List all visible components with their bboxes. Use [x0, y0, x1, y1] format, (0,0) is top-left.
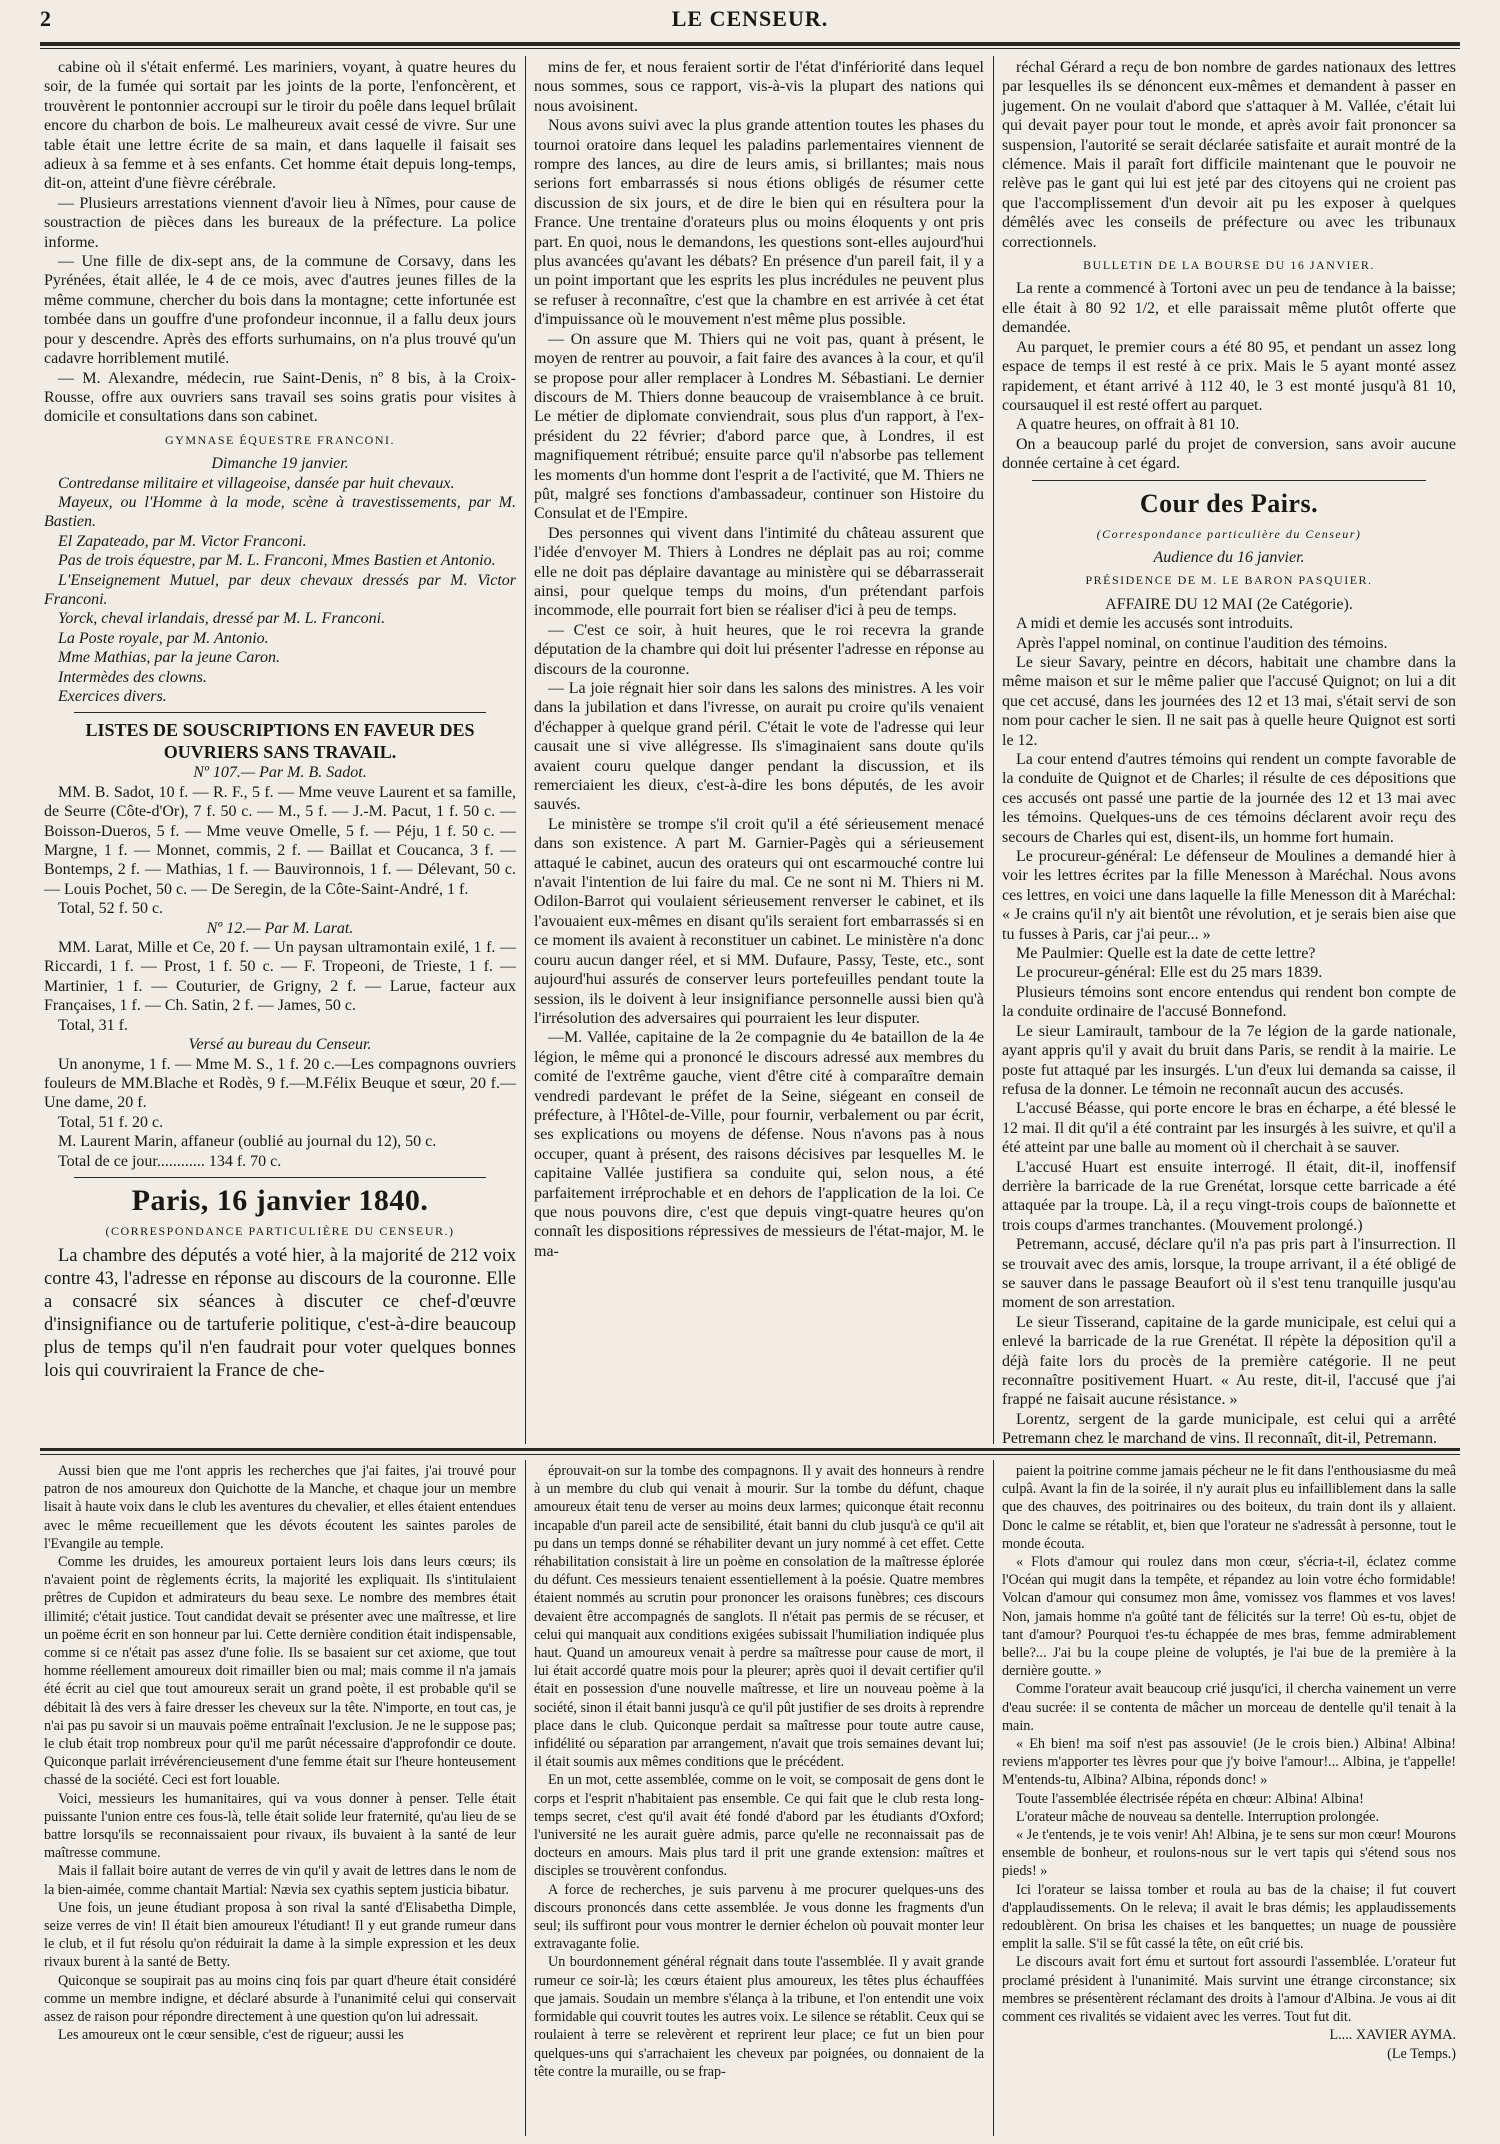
page-number: 2 — [40, 6, 51, 31]
masthead — [40, 6, 1460, 40]
day-total: Total de ce jour............ 134 f. 70 c. — [58, 1152, 282, 1170]
bourse-paragraph: La rente a commencé à Tortoni avec un peu de tendance à la baisse; elle était à 80 92 1/2, et elle paraissait même plutôt offerte que demandée. — [1002, 280, 1456, 337]
header-rule — [40, 42, 1460, 46]
subscriptions-title: LISTES DE SOUSCRIPTIONS EN FAVEUR DES OUVRIERS SANS TRAVAIL. — [85, 720, 475, 763]
feuilleton-paragraph: Aussi bien que me l'ont appris les recherches que j'ai faites, j'ai trouvé pour patron de nos amoureux don Quichotte de la Manche, et chaque jour un membre lisait à haute voix dans le club les aventures du chevalier, et elles étaient entendues avec le même recueillement que les dévots écoutent les saintes paroles de l'Evangile au temple. — [44, 1463, 516, 1552]
bourse-paragraph: On a beaucoup parlé du projet de conversion, sans avoir aucune donnée certaine à cet égard. — [1002, 435, 1456, 473]
news-paragraph: — Une fille de dix-sept ans, de la commune de Corsavy, dans les Pyrénées, était allée, le 4 de ce mois, avec d'autres jeunes filles de la même commune, chercher du bois dans la montagne; cette infortunée est tombée dans un gouffre d'une profondeur inconnue, il a fallu deux jours pour y descendre. Après des efforts surhumains, on n'a plus trouvé qu'un cadavre horriblement mutilé. — [44, 253, 516, 368]
trial-paragraph: Lorentz, sergent de la garde municipale, est celui qui a arrêté Petremann chez le marchand de vins. Il reconnaît, dit-il, Petremann. — [1002, 1410, 1456, 1448]
program-item: Exercices divers. — [58, 688, 167, 705]
news-paragraph: — Plusieurs arrestations viennent d'avoir lieu à Nîmes, pour cause de soustraction de pièces dans les bureaux de la préfecture. La police informe. — [44, 194, 516, 251]
feuilleton-paragraph: Quiconque se soupirait pas au moins cinq fois par quart d'heure était considéré comme un membre indigne, et déclaré absurde à l'unanimité celui qui conservait assez de raison pour répondre directement à une question qu'on lui adressait. — [44, 1972, 516, 2026]
list-total: Total, 31 f. — [58, 1016, 128, 1034]
program-item: Pas de trois équestre, par M. L. Franconi, Mmes Bastien et Antonio. — [58, 552, 496, 570]
trial-paragraph: Petremann, accusé, déclare qu'il n'a pas pris part à l'insurrection. Il se trouvait avec des amis, lorsque, la troupe arrivant, il a été obligé de se sauver dans le passage Beaufort où il s'est tenu tranquille jusqu'au moment de son arrestation. — [1002, 1236, 1456, 1312]
column-3 — [1002, 58, 1456, 1448]
trial-paragraph: Le procureur-général: Elle est du 25 mars 1839. — [1016, 964, 1323, 982]
trial-paragraph: Plusieurs témoins sont encore entendus qui rendent bon compte de la conduite ordinaire de l'accusé Bonnefond. — [1002, 983, 1456, 1021]
news-paragraph: — M. Alexandre, médecin, rue Saint-Denis, nº 8 bis, à la Croix-Rousse, offre aux ouvriers sans travail ses soins gratis pour visites à domicile et consultations dans son cabinet. — [44, 369, 516, 426]
program-item: Intermèdes des clowns. — [58, 668, 207, 686]
paris-dateline-title: Paris, 16 janvier 1840. — [131, 1183, 429, 1217]
program-item: Contredanse militaire et villageoise, dansée par huit chevaux. — [58, 474, 455, 492]
presidence: PRÉSIDENCE DE M. LE BARON PASQUIER. — [1085, 573, 1373, 588]
news-paragraph: réchal Gérard a reçu de bon nombre de gardes nationaux des lettres par lesquelles ils se dénoncent eux-mêmes et demandent à passer en jugement. On ne voulait d'abord que s'attaquer à M. Vallée, c'était lui qui devait payer pour tout le monde, et après avoir fait prononcer sa suspension, l'autorité se serait déclarée satisfaite et aurait montré de la clémence. Mais il paraît fort difficile maintenant que le pouvoir ne relève pas le gant qui lui est jeté par des citoyens qui ne croient pas que l'accomplissement d'un devoir ait pu les exposer à quelques démêlés avec les conseils de préfecture ou avec les tribunaux correctionnels. — [1002, 59, 1456, 251]
bourse-paragraph: Au parquet, le premier cours a été 80 95, et pendant un assez long espace de temps il est resté à ce prix. Mais le 5 ayant monté assez rapidement, et étant arrivé à 112 40, le 3 est monté jusqu'à 81 10, coursauquel il est resté offert au parquet. — [1002, 338, 1456, 414]
list-text: MM. B. Sadot, 10 f. — R. F., 5 f. — Mme veuve Laurent et sa famille, de Seurre (Côte-d'Or), 7 f. 50 c. — M., 5 f. — J.-M. Pacut, 1 f. 50 c. — Boisson-Dueros, 5 f. — Mme veuve Omelle, 5 f. — Péju, 1 f. 50 c. — Margne, 1 f. — Monnet, commis, 2 f. — Baillat et Coucanca, 3 f. — Bontemps, 2 f. — Mathias, 1 f. — Bauvironnois, 1 f. — Délevant, 50 c. — Louis Pochet, 50 c. — De Seregin, de la Côte-Saint-André, 1 f. — [44, 783, 516, 898]
feuilleton-paragraph: « Flots d'amour qui roulez dans mon cœur, s'écria-t-il, éclatez comme l'Océan qui mugit dans la tempête, et répandez au loin votre écho formidable! Volcan d'amour qui consumez mon âme, vomissez vos flammes et vos laves! Non, jamais homme n'a goûté tant de félicités sur la terre! Où es-tu, objet de tant d'amour? Pourquoi t'es-tu échappée de mes bras, femme admirablement belle?... J'ai bu la coupe pleine de voluptés, je l'ai bue de la première à la dernière goutte. » — [1002, 1554, 1456, 1680]
list-heading: Nº 12.— Par M. Larat. — [206, 919, 354, 937]
trial-paragraph: Le sieur Savary, peintre en décors, habitait une chambre dans la même maison et sur le même palier que l'accusé Quignot; on lui a dit que cet accusé, dans les journées des 12 et 13 mai, s'était servi de son nom pour cacher le sien. Il ne sait pas à quelle heure Quignot est sorti le 12. — [1002, 653, 1456, 749]
gymnase-date: Dimanche 19 janvier. — [211, 455, 349, 473]
news-paragraph: cabine où il s'était enfermé. Les mariniers, voyant, à quatre heures du soir, de la fumée qui sortait par les joints de la porte, l'enfoncèrent, et trouvèrent le pontonnier accroupi sur le tiroir du poêle dans lequel brûlait encore du charbon de bois. Le malheureux avait cessé de vivre. Sur une table était une lettre écrite de sa main, et dans laquelle il faisait ses adieux à sa femme et à ses enfants. Cet homme était depuis long-temps, dit-on, atteint d'une fièvre cérébrale. — [44, 59, 516, 193]
list-total: Total, 51 f. 20 c. — [58, 1113, 164, 1131]
section-rule — [74, 1177, 486, 1178]
trial-paragraph: Me Paulmier: Quelle est la date de cette lettre? — [1016, 945, 1316, 963]
news-paragraph: — La joie régnait hier soir dans les salons des ministres. A les voir dans la jubilation et dans l'ivresse, on aurait pu croire qu'ils venaient d'échapper à quelque grand péril. C'était le vote de l'adresse qui leur causait une si vive allégresse. Ils s'imaginaient sans doute qu'ils avaient couru quelque danger pendant la discussion, et ils remerciaient les dieux, c'est-à-dire les bons députés, de les avoir sauvés. — [534, 680, 984, 814]
feuilleton-paragraph: paient la poitrine comme jamais pécheur ne le fit dans l'enthousiasme du meâ culpâ. Avant la fin de la soirée, il n'y aurait plus eu infailliblement dans la salle que des chauves, des poitrinaires ou des boiteux, du train dont ils y allaient. Donc le calme se rétablit, et, bien que l'orateur ne s'adressât à personne, tout le monde écouta. — [1002, 1463, 1456, 1552]
newspaper-title: LE CENSEUR. — [671, 6, 829, 31]
trial-paragraph: L'accusé Béasse, qui porte encore le bras en écharpe, a été blessé le 12 mai. Il dit qu'il a été contraint par les insurgés à les suivre, et qu'il a été atteint par une balle au moment où il cherchait à se sauver. — [1002, 1100, 1456, 1157]
trial-paragraph: A midi et demie les accusés sont introduits. — [1016, 615, 1294, 633]
affaire-heading: AFFAIRE DU 12 MAI (2e Catégorie). — [1105, 595, 1353, 613]
news-paragraph: Nous avons suivi avec la plus grande attention toutes les phases du tournoi oratoire dans lequel les paladins parlementaires viennent de rompre des lances, au dire de leurs amis, si brillantes; mais nous serions fort embarrassés si nous étions obligés de résumer cette discussion de six jours, et de dire le bien qui en résultera pour la France. Une trentaine d'orateurs plus ou moins éloquents y ont pris part. En quoi, nous le demandons, les questions sont-elles aujourd'hui plus avancées qu'avant les débats? En présence d'un pareil fait, il y a un point important que les esprits les plus incrédules ne peuvent plus se refuser à reconnaître, c'est que la chambre en est arrivée à cet état d'impuissance où le mouvement n'est même plus possible. — [534, 117, 984, 329]
news-paragraph: — On assure que M. Thiers qui ne voit pas, quant à présent, le moyen de rentrer au pouvoir, a fait faire des avances à la cour, et qu'il se propose pour aller remplacer à Londres M. Sébastiani. Le dernier discours de M. Thiers donne beaucoup de vraisemblance à ce bruit. Le métier de diplomate conviendrait, sous plus d'un rapport, à l'ex-président du 22 février; d'abord parce que, à Londres, il est magnifiquement rétribué; ensuite parce qu'il n'absorbe pas tellement les moments d'un homme dont l'esprit a de l'activité, que M. Thiers ne pût, malgré ses fonctions d'ambassadeur, continuer son Histoire du Consulat et de l'Empire. — [534, 330, 984, 523]
list-heading: Nº 107.— Par M. B. Sadot. — [193, 764, 367, 782]
feuilleton-paragraph: Un bourdonnement général régnait dans toute l'assemblée. Il y avait grande rumeur ce soir-là; les cœurs étaient plus amoureux, les têtes plus échauffées que jamais. Soudain un membre s'élança à la tribune, et l'on entendit une voix formidable qui couvrit toutes les autres voix. Le silence se rétablit. Ceux qui se roulaient à terre se relevèrent et reprirent leur place; ce fut un bien pour quelques-uns qui s'arrachaient les cheveux par poignées, ou donnaient de la tête contre la muraille, ou se frap- — [534, 1954, 984, 2080]
feuilleton-paragraph: Toute l'assemblée électrisée répéta en chœur: Albina! Albina! — [1016, 1790, 1364, 1807]
bourse-title: BULLETIN DE LA BOURSE DU 16 JANVIER. — [1083, 258, 1375, 273]
program-item: El Zapateado, par M. Victor Franconi. — [58, 532, 307, 550]
header-rule-thin — [40, 48, 1460, 49]
bourse-paragraph: A quatre heures, on offrait à 81 10. — [1016, 416, 1240, 434]
feuilleton-paragraph: Comme l'orateur avait beaucoup crié jusqu'ici, il chercha vainement un verre d'eau sucrée: il se contenta de mâcher un morceau de dentelle qu'il tenait à la main. — [1002, 1681, 1456, 1734]
column-divider — [525, 56, 526, 1444]
feuilleton-column-1 — [44, 1462, 516, 2134]
feuilleton-paragraph: Ici l'orateur se laissa tomber et roula au bas de la chaise; il fut couvert d'applaudissements. On le releva; il avait le bras démis; les applaudissements redoublèrent. On brisa les chaises et les banquettes; un nuage de poussière emplit la salle. S'il se fût cassé la tête, on eût crié bis. — [1002, 1881, 1456, 1953]
news-paragraph: —M. Vallée, capitaine de la 2e compagnie du 4e bataillon de la 4e légion, le même qui a prononcé le discours adressé aux membres du comité de l'extrême gauche, vient d'être cité à comparaître demain vendredi pardevant le préfet de la Seine, siégeant en conseil de préfecture, à l'Hôtel-de-Ville, pour fournir, verbalement ou par écrit, ses explications ou moyens de défense. Nous n'avons pas à nous occuper, quant à présent, des raisons décisives par lesquelles M. le capitaine Vallée justifiera sa conduite qui, selon nous, a été parfaitement irréprochable et en dehors de l'application de la loi. Ce que nous pouvons dire, c'est que depuis vingt-quatre heures qu'on connaît les dispositions répressives de messieurs de l'état-major, M. le ma- — [534, 1029, 984, 1260]
news-paragraph: Des personnes qui vivent dans l'intimité du château assurent que l'idée d'envoyer M. Thiers à Londres ne déplait pas au roi; comme elle ne doit pas déplaire davantage au ministère qui se débarrasserait ainsi, pour quelque temps du moins, d'un prétendant parfois incommode, elle pourrait fort bien se réaliser d'ici à peu de temps. — [534, 524, 984, 620]
program-item: Mme Mathias, par la jeune Caron. — [58, 649, 281, 667]
feuilleton-paragraph: Une fois, un jeune étudiant proposa à son rival la santé d'Elisabetha Dimple, seize verres de vin! Il était bien amoureux l'étudiant! Il y eut grande rumeur dans le club, et il fut résolu qu'on réduirait la dame à la simple expression et les deux rivaux burent à la santé de Betty. — [44, 1899, 516, 1971]
trial-paragraph: Le sieur Tisserand, capitaine de la garde municipale, est celui qui a enlevé la barricade de la rue Grenétat. Il répète la déposition qu'il a déjà faite lors du procès de la première catégorie. Il ne peut reconnaître positivement Huart. « Au reste, dit-il, l'accusé que j'ai frappé ne faisait aucune résistance. » — [1002, 1313, 1456, 1409]
feuilleton-paragraph: L'orateur mâche de nouveau sa dentelle. Interruption prolongée. — [1016, 1808, 1380, 1825]
column-divider — [993, 56, 994, 1444]
feuilleton-paragraph: Les amoureux ont le cœur sensible, c'est de rigueur; aussi les — [58, 2027, 404, 2044]
section-rule — [74, 712, 486, 713]
list-total: Total, 52 f. 50 c. — [58, 900, 164, 918]
column-1 — [44, 58, 516, 1438]
program-item: Yorck, cheval irlandais, dressé par M. L. Franconi. — [58, 610, 386, 628]
news-paragraph: mins de fer, et nous feraient sortir de l'état d'infériorité dans lequel nous sommes, sous ce rapport, vis-à-vis la plupart des nations qui nous avoisinent. — [534, 59, 984, 115]
list-text: M. Laurent Marin, affaneur (oublié au journal du 12), 50 c. — [58, 1133, 437, 1151]
news-paragraph: Le ministère se trompe s'il croit qu'il a été sérieusement menacé dans son existence. A part M. Garnier-Pagès qui a sérieusement attaqué le cabinet, aucun des orateurs qui ont escarmouché contre lui n'avait l'intention de lui faire du mal. Ce ne sont ni M. Thiers ni M. Odilon-Barrot qui voulaient sérieusement renverser le cabinet, et ils l'avouaient eux-mêmes en disant qu'ils seraient fort embarrassés si en ce moment ils avaient à reconstituer un cabinet. Le ministère n'a donc couru aucun danger réel, et si MM. Dufaure, Passy, Teste, etc., sont aujourd'hui assurés de conserver leurs portefeuilles pendant toute la session, ils le doivent à leur insignifiance personnelle aussi bien qu'à l'irrésolution des adversaires qui pourraient les leur disputer. — [534, 815, 984, 1027]
column-2 — [534, 58, 984, 1438]
program-item: Mayeux, ou l'Homme à la mode, scène à travestissements, par M. Bastien. — [44, 493, 516, 531]
feuilleton-column-3 — [1002, 1462, 1456, 2134]
section-rule — [1032, 480, 1426, 481]
source-credit: (Le Temps.) — [1387, 2045, 1456, 2062]
author-signature: L.... XAVIER AYMA. — [1329, 2027, 1456, 2044]
feuilleton-paragraph: En un mot, cette assemblée, comme on le voit, se composait de gens dont le corps et l'esprit n'habitaient pas ensemble. Ce qui fait que le club resta long-temps secret, c'est qu'il avait été fondé d'abord par les étudiants d'Oxford; l'université ne les aurait guère admis, parce qu'elle ne reconnaissait pas de docteurs en amours. Mais plus tard il prit une grande extension: maîtres et disciples se trouvèrent confondus. — [534, 1772, 984, 1880]
feuilleton-paragraph: « Eh bien! ma soif n'est pas assouvie! (Je le crois bien.) Albina! Albina! reviens m'apporter tes lèvres pour que j'y boive l'amour!... Albina, je t'appelle! M'entends-tu, Albina? Albina, réponds donc! » — [1002, 1736, 1456, 1789]
feuilleton-paragraph: A force de recherches, je suis parvenu à me procurer quelques-uns des discours prononcés dans cette assemblée. Je vous donne les fragments d'un seul; ils suffiront pour vous montrer le dernier échelon où pouvait monter leur extravagante folie. — [534, 1881, 984, 1953]
column-divider — [993, 1460, 994, 2136]
cour-des-pairs-title: Cour des Pairs. — [1139, 488, 1319, 518]
feuilleton-paragraph: « Je t'entends, je te vois venir! Ah! Albina, je te sens sur mon cœur! Mourons ensemble de bonheur, et roulons-nous sur le vert tapis qui s'étend sous nos pieds! » — [1002, 1827, 1456, 1880]
trial-paragraph: La cour entend d'autres témoins qui rendent un compte favorable de la conduite de Quignot et de Charles; il résulte de ces dépositions que ces accusés ont passé une partie de la journée des 12 et 13 mai avec les témoins. Quelques-uns de ces témoins déclarent avoir reçu des secours de Charles qui est, disent-ils, un homme fort humain. — [1002, 751, 1456, 846]
trial-paragraph: Après l'appel nominal, on continue l'audition des témoins. — [1016, 634, 1388, 652]
feuilleton-rule-thin — [40, 1454, 1460, 1455]
list-heading: Versé au bureau du Censeur. — [188, 1036, 372, 1054]
program-item: La Poste royale, par M. Antonio. — [58, 629, 269, 647]
list-text: MM. Larat, Mille et Ce, 20 f. — Un paysan ultramontain exilé, 1 f. — Riccardi, 1 f. — Prost, 1 f. 50 c. — F. Tropeoni, de Trieste, 1 f. — Martinier, 1 f. — Couturier, de Grigny, 2 f. — Larue, facteur aux Françaises, 1 f. — Ch. Satin, 2 f. — James, 50 c. — [44, 939, 516, 1015]
trial-paragraph: L'accusé Huart est ensuite interrogé. Il était, dit-il, inoffensif derrière la barricade de la rue Grenétat, lorsque cette barricade a été attaquée par la troupe. Là, il a reçu vingt-trois coups de baïonnette et trois coups d'armes tranchantes. (Mouvement prolongé.) — [1002, 1158, 1456, 1234]
paris-lead: La chambre des députés a voté hier, à la majorité de 212 voix contre 43, l'adresse en réponse au discours de la couronne. Elle a consacré six séances à discuter ce chef-d'œuvre d'insignifiance ou de tartuferie politique, c'est-à-dire beaucoup plus de temps qu'il n'en faudrait pour voter quelques bonnes lois qui couvriraient la France de che- — [44, 1246, 516, 1382]
list-text: Un anonyme, 1 f. — Mme M. S., 1 f. 20 c.—Les compagnons ouvriers fouleurs de MM.Blache et Rodès, 9 f.—M.Félix Beuque et sœur, 20 f.—Une dame, 20 f. — [44, 1055, 516, 1112]
feuilleton-paragraph: Le discours avait fort ému et surtout fort assourdi l'assemblée. L'orateur fut proclamé président à l'unanimité. Mais survint une étrange circonstance; six membres se présentèrent réclamant des droits à l'amour d'Albina. Je vous ai dit comment ces rivalités se vidaient avec les verres. Tout fut dit. — [1002, 1954, 1456, 2026]
feuilleton-paragraph: Comme les druides, les amoureux portaient leurs lois dans leurs cœurs; ils n'avaient point de règlements écrits, la majorité les expliquait. Ils s'intitulaient prêtres de Cupidon et admirateurs du beau sexe. Le nombre des membres était illimité; c'était justice. Tout candidat devait se présenter avec une maîtresse, et lire un poëme écrit en son honneur par lui. Cette dernière condition était indispensable, comme si ce n'était pas assez d'une folie. Ils se basaient sur cet axiome, que tout homme réellement amoureux doit rimailler bien ou mal; mais comme il n'a jamais été écrit au ciel que tout amoureux serait un grand poète, il est probable qu'il se débitait là des vers à faire dresser les cheveux sur la tête. N'importe, en tout cas, je n'ai pas pu savoir si un mauvais poëme entraînait l'exclusion. Je ne le suppose pas; le club était trop nombreux pour qu'il me parût nécessaire d'approfondir ce doute. Quiconque parlait irrévérencieusement d'une femme était sur l'heure honteusement chassé de la société. Ceci est fort louable. — [44, 1554, 516, 1789]
gymnase-title: GYMNASE ÉQUESTRE FRANCONI. — [164, 432, 395, 447]
program-item: L'Enseignement Mutuel, par deux chevaux dressés par M. Victor Franconi. — [44, 571, 516, 608]
feuilleton-paragraph: Voici, messieurs les humanitaires, qui va vous donner à penser. Telle était puissante l'union entre ces fous-là, telle était solide leur fraternité, qu'au lieu de se battre lorsqu'ils se reconnaissaient pour rivaux, ils buvaient à la santé de leur maîtresse commune. — [44, 1790, 516, 1862]
cour-subtitle: (Correspondance particulière du Censeur) — [1096, 526, 1362, 541]
news-paragraph: — C'est ce soir, à huit heures, que le roi recevra la grande députation de la chambre qui doit lui présenter l'adresse en réponse au discours de la couronne. — [534, 621, 984, 678]
feuilleton-paragraph: Mais il fallait boire autant de verres de vin qu'il y avait de lettres dans le nom de la bien-aimée, comme chantait Martial: Nævia sex cyathis septem justicia bibatur. — [44, 1863, 516, 1898]
feuilleton-column-2 — [534, 1462, 984, 2134]
audience-date: Audience du 16 janvier. — [1153, 548, 1305, 566]
trial-paragraph: Le sieur Lamirault, tambour de la 7e légion de la garde nationale, ayant appris qu'il y avait du bruit dans Paris, se rendit à la mairie. Le poste fut attaqué par les insurgés. L'un d'eux lui demanda sa caisse, il refusa de la donner. Le témoin ne reconnaît aucun des accusés. — [1002, 1022, 1456, 1098]
paris-subtitle: (CORRESPONDANCE PARTICULIÈRE DU CENSEUR.) — [105, 1223, 455, 1238]
feuilleton-paragraph: éprouvait-on sur la tombe des compagnons. Il y avait des honneurs à rendre à un membre du club qui venait à mourir. Sur la tombe du défunt, chaque amoureux était tenu de verser au moins deux larmes; quiconque était reconnu incapable d'un pareil acte de sensibilité, était banni du club jusqu'à ce qu'il ait pu dans un temps donné se réhabiliter devant un jury nommé à cet effet. Cette réhabilitation consistait à lire un poème en consolation de la maîtresse éplorée du défunt. Ces messieurs tenaient essentiellement à la poésie. Quatre membres étaient nommés au scrutin pour prononcer les oraisons funèbres; ces discours devaient être accompagnés de sanglots. Il n'était pas permis de se récuser, et celui qui manquait aux conditions exigées subissait l'humiliation indiquée plus haut. Quand un amoureux venait à perdre sa maîtresse pour cause de mort, il lui était accordé quatre mois pour la pleurer; après quoi il devait certifier qu'il était en possession d'une nouvelle maîtresse, et lire un nouveau poème à la société, sinon il était banni jusqu'à ce qu'il pût justifier de ses droits à reprendre place dans le club. Quiconque perdait sa maîtresse pour toute autre cause, infidélité ou séparation par arrangement, n'avait que trois semaines devant lui; il était soumis aux mêmes conditions que le précédent. — [534, 1463, 984, 1771]
feuilleton-rule — [40, 1448, 1460, 1451]
column-divider — [525, 1460, 526, 2136]
trial-paragraph: Le procureur-général: Le défenseur de Moulines a demandé hier à voir les lettres écrites par la fille Menesson à Maréchal. Nous avons ces lettres, en voici une dans laquelle la fille Menesson dit à Maréchal: « Je crains qu'il n'y ait bientôt une révolution, et je serais bien aise que tu fusses à Paris, car j'ai peur... » — [1002, 848, 1456, 943]
